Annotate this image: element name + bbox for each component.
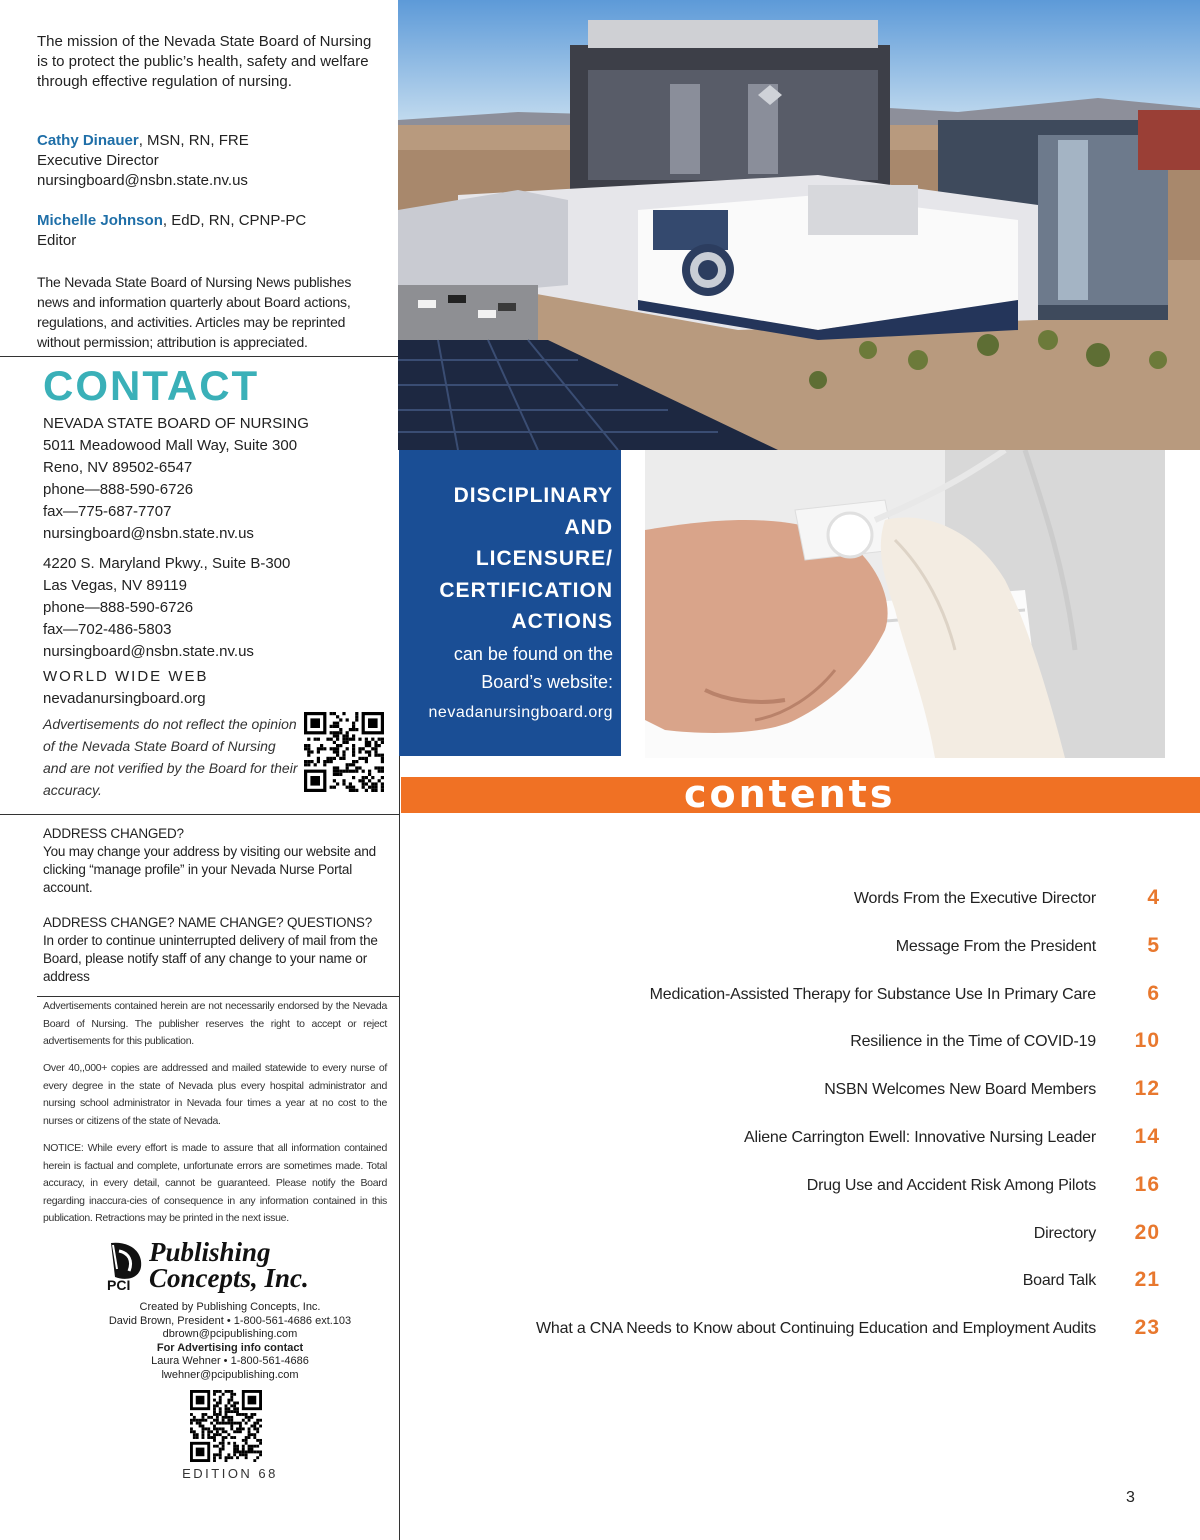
heading-line: ACTIONS [511,610,613,633]
address-line: 4220 S. Maryland Pkwy., Suite B-300 [43,555,291,572]
publisher-wordmark-line1: Publishing [149,1237,271,1267]
director-role: Executive Director [37,152,159,169]
executive-director-block [37,131,382,191]
publishing-concepts-logo [107,1237,357,1295]
contact-heading: CONTACT [43,362,260,409]
toc-entry-title: Message From the President [895,937,1096,955]
toc-entry[interactable] [430,1268,1190,1298]
advertising-contact: Laura Wehner • 1-800-561-4686 [151,1355,309,1367]
editor-role: Editor [37,232,77,249]
heading-line: CERTIFICATION [439,578,613,602]
contents-title: contents [684,772,896,816]
newsletter-description: The Nevada State Board of Nursing News publishes news and information quarterly about Board actions, regulations, and activities. Articles may be reprinted without permission; attribution is appreciated. [37,274,352,350]
reno-office-address [43,413,363,545]
heading-line: DISCIPLINARY [453,484,613,507]
fax-line: fax—702-486-5803 [43,621,172,638]
endorsement-disclaimer: Advertisements contained herein are not necessarily endorsed by the Nevada Board of Nursing. The publisher reserves the right to accept or reject advertisements for this publication. [43,1000,387,1047]
name-change-section [43,914,388,986]
address-changed-body: You may change your address by visiting our website and clicking “manage profile” in your Nevada Nurse Portal account. [43,844,376,895]
toc-entry[interactable] [430,982,1190,1012]
toc-entry[interactable] [430,934,1190,964]
toc-entry[interactable] [430,1125,1190,1155]
toc-entry-page: 12 [1134,1077,1160,1101]
toc-entry[interactable] [430,1316,1190,1346]
toc-entry-page: 10 [1134,1029,1160,1053]
edition-label: EDITION 68 [182,1466,278,1481]
email-line[interactable]: nursingboard@nsbn.state.nv.us [43,525,254,542]
toc-entry-page: 21 [1134,1268,1160,1292]
subtext-line: can be found on the [453,644,613,664]
toc-entry[interactable] [430,1077,1190,1107]
qr-code-graphic [190,1390,262,1462]
qr-code-icon[interactable] [190,1390,262,1462]
las-vegas-office-address [43,553,363,663]
address-line: Las Vegas, NV 89119 [43,577,187,594]
divider [37,996,400,997]
toc-entry[interactable] [430,1221,1190,1251]
qr-code-graphic [304,712,384,792]
email-line[interactable]: nursingboard@nsbn.state.nv.us [43,643,254,660]
contents-header-bar [401,772,1200,816]
disciplinary-actions-callout [399,450,621,756]
subtext-line: Board’s website: [481,672,613,692]
address-changed-heading: ADDRESS CHANGED? [43,826,184,841]
heading-line: LICENSURE/ [475,547,613,570]
iv-hand-photo [645,450,1165,758]
website-link[interactable]: nevadanursingboard.org [43,690,206,707]
toc-entry-title: Directory [1033,1224,1096,1242]
fax-line: fax—775-687-7707 [43,503,172,520]
director-name: Cathy Dinauer [37,132,139,149]
disciplinary-subtext [403,640,613,696]
divider [0,814,400,815]
hospital-aerial-photo [398,0,1200,450]
toc-entry[interactable] [430,1173,1190,1203]
phone-line: phone—888-590-6726 [43,599,194,616]
hospital-building-illustration [398,0,1200,450]
phone-line: phone—888-590-6726 [43,481,194,498]
editor-credentials: , EdD, RN, CPNP-PC [162,212,307,229]
toc-entry-page: 23 [1134,1316,1160,1340]
toc-entry-title: Medication-Assisted Therapy for Substance Use In Primary Care [649,985,1096,1003]
credits-line: Created by Publishing Concepts, Inc. [139,1301,321,1313]
pci-abbreviation: PCI [107,1277,131,1293]
publisher-wordmark-line2: Concepts, Inc. [149,1263,309,1293]
left-column [0,0,400,1540]
name-change-heading: ADDRESS CHANGE? NAME CHANGE? QUESTIONS? [43,915,373,930]
publisher-credits [60,1301,400,1382]
toc-entry-title: Board Talk [1022,1272,1096,1290]
toc-entry-title: Words From the Executive Director [853,890,1096,907]
address-line: 5011 Meadowood Mall Way, Suite 300 [43,437,298,454]
advertising-label: For Advertising info contact [156,1341,304,1354]
advertisement-disclaimer: Advertisements do not reflect the opinion of the Nevada State Board of Nursing and are not verified by the Board for their accuracy. [43,716,298,798]
director-credentials: , MSN, RN, FRE [138,132,249,149]
toc-entry-title: Aliene Carrington Ewell: Innovative Nursing Leader [744,1129,1096,1146]
toc-entry-page: 5 [1147,933,1160,957]
iv-hand-illustration [645,450,1165,758]
board-website-link[interactable]: nevadanursingboard.org [428,704,613,721]
mission-statement: The mission of the Nevada State Board of Nursing is to protect the public’s health, safety and welfare through effective regulation of nursing. [37,33,372,90]
address-changed-section [43,825,388,897]
toc-entry[interactable] [430,1029,1190,1059]
toc-entry-page: 14 [1134,1125,1160,1148]
address-line: NEVADA STATE BOARD OF NURSING [43,415,309,432]
toc-entry-title: NSBN Welcomes New Board Members [824,1081,1096,1099]
toc-entry-page: 4 [1147,886,1160,909]
address-line: Reno, NV 89502-6547 [43,459,193,476]
credits-line: David Brown, President • 1-800-561-4686 ext.103 [108,1314,352,1327]
disciplinary-heading [403,480,613,638]
accuracy-notice: NOTICE: While every effort is made to assure that all information contained herein is factual and complete, unfortunate errors are sometimes made. Total accuracy, in every detail, cannot be guaranteed. Please notify the Board regarding inaccura-cies of consequence in any information contained in this publication. Retractions may be printed in the next issue. [43,1142,387,1224]
toc-entry-title: What a CNA Needs to Know about Continuing Education and Employment Audits [536,1320,1096,1338]
toc-entry-title: Resilience in the Time of COVID-19 [850,1033,1096,1051]
circulation-note: Over 40,,000+ copies are addressed and mailed statewide to every nurse of every degree in the state of Nevada plus every hospital administrator and nursing school administrator in Nevada four times a year at no cost to the nurses or citizens of the state of Nevada. [43,1062,387,1127]
page-number: 3 [1126,1489,1135,1506]
toc-entry-page: 6 [1147,981,1160,1005]
www-label: WORLD WIDE WEB [43,668,209,685]
toc-entry-title: Drug Use and Accident Risk Among Pilots [806,1176,1096,1194]
toc-entry-page: 16 [1134,1172,1160,1196]
qr-code-icon[interactable] [304,712,384,792]
editor-name: Michelle Johnson [37,212,163,229]
credits-email[interactable]: dbrown@pcipublishing.com [162,1328,298,1340]
advertising-email[interactable]: lwehner@pcipublishing.com [161,1368,299,1381]
divider [0,356,400,357]
toc-entry[interactable] [430,886,1190,916]
heading-line: AND [564,515,613,539]
director-email[interactable]: nursingboard@nsbn.state.nv.us [37,172,248,189]
name-change-body: In order to continue uninterrupted delivery of mail from the Board, please notify staff of any change to your name or address [43,933,378,984]
toc-entry-page: 20 [1134,1220,1160,1244]
editor-block [37,211,382,251]
